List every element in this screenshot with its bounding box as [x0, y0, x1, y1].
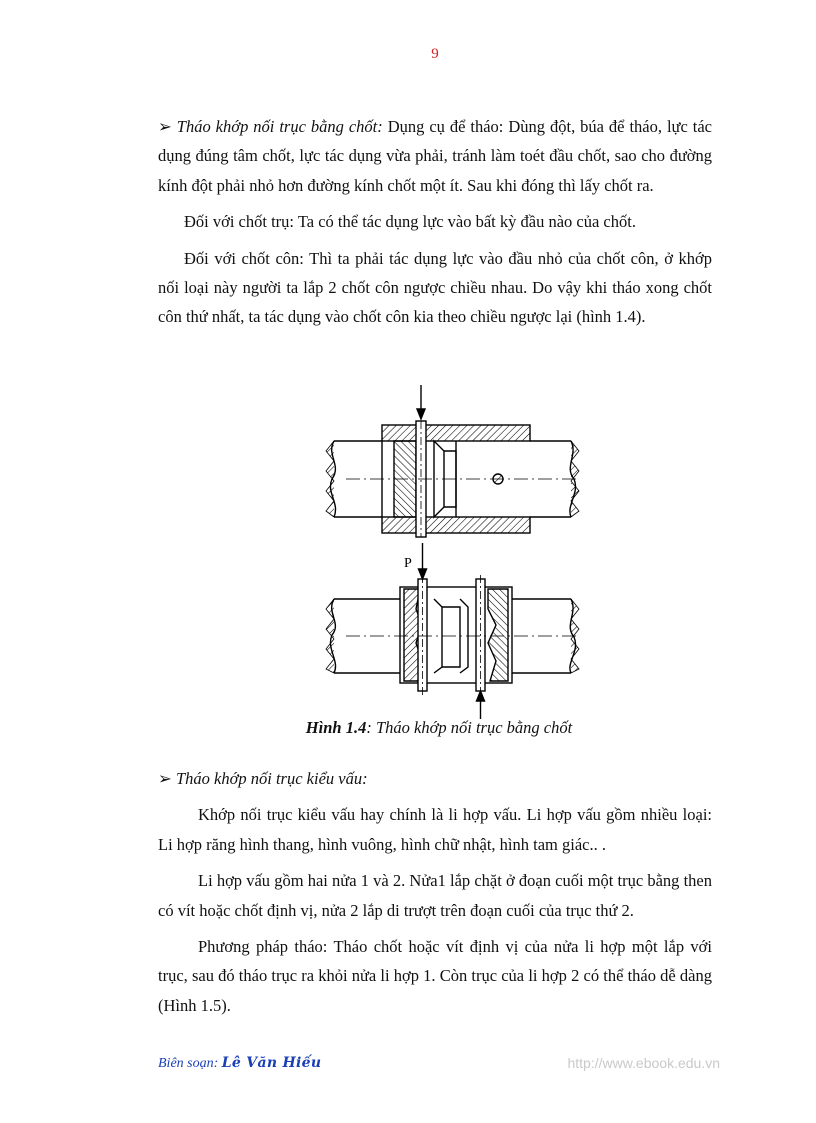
force-label-p: P — [404, 556, 412, 571]
footer-author — [158, 1055, 321, 1072]
footer-url[interactable]: http://www.ebook.edu.vn — [567, 1055, 720, 1071]
cylindrical-pin-paragraph: Đối với chốt trụ: Ta có thể tác dụng lực vào bất kỳ đầu nào của chốt. — [184, 212, 636, 232]
lower-coupling-drawing — [326, 543, 579, 719]
jaw-paragraph-1: Khớp nối trục kiểu vấu hay chính là li hợp vấu. Li hợp vấu gồm nhiều loại: Li hợp răng hình thang, hình vuông, hình chữ nhật, hình tam giác.. . — [158, 805, 712, 854]
pin-intro-text: Dụng cụ để tháo: Dùng đột, búa để tháo, lực tác dụng đúng tâm chốt, lực tác dụng vừa phải, tránh làm toét đầu chốt, sao cho đường kính đột phải nhỏ hơn đường kính chốt một ít. Sau khi đóng thì lấy chốt ra. — [158, 117, 713, 195]
figure-caption-text: : Tháo khớp nối trục bằng chốt — [366, 718, 573, 737]
figure-1-4-diagram — [316, 385, 588, 725]
page-number: 9 — [431, 46, 439, 62]
arrow-bullet-icon: ➢ — [158, 769, 172, 788]
section-jaw-coupling — [158, 764, 712, 1027]
section-heading-jaw: Tháo khớp nối trục kiểu vấu: — [175, 769, 368, 788]
section-pin-coupling — [158, 112, 712, 339]
section-heading-pin: Tháo khớp nối trục bằng chốt: — [176, 117, 383, 136]
footer-author-name: Lê Văn Hiếu — [221, 1055, 322, 1071]
jaw-paragraph-3: Phương pháp tháo: Tháo chốt hoặc vít định vị của nửa li hợp một lắp với trục, sau đó tháo trục ra khỏi nửa li hợp 1. Còn trục của li hợp 2 có thể tháo dễ dàng (Hình 1.5). — [158, 937, 712, 1015]
upper-coupling-drawing — [326, 385, 579, 537]
figure-caption — [0, 718, 816, 738]
section-heading-jaw-line — [158, 764, 712, 793]
figure-caption-number: Hình 1.4 — [305, 718, 367, 737]
footer-label: Biên soạn: — [158, 1056, 219, 1071]
jaw-paragraph-2: Li hợp vấu gồm hai nửa 1 và 2. Nửa1 lắp chặt ở đoạn cuối một trục bằng then có vít hoặc chốt định vị, nửa 2 lắp di trượt trên đoạn cuối của trục thứ 2. — [158, 871, 712, 920]
tapered-pin-paragraph: Đối với chốt côn: Thì ta phải tác dụng lực vào đầu nhỏ của chốt côn, ở khớp nối loại này người ta lắp 2 chốt côn ngược chiều nhau. Do vậy khi tháo xong chốt côn thứ nhất, ta tác dụng vào chốt côn kia theo chiều ngược lại (hình 1.4). — [158, 248, 712, 327]
arrow-bullet-icon: ➢ — [158, 117, 172, 136]
pin-intro-paragraph — [158, 112, 712, 200]
